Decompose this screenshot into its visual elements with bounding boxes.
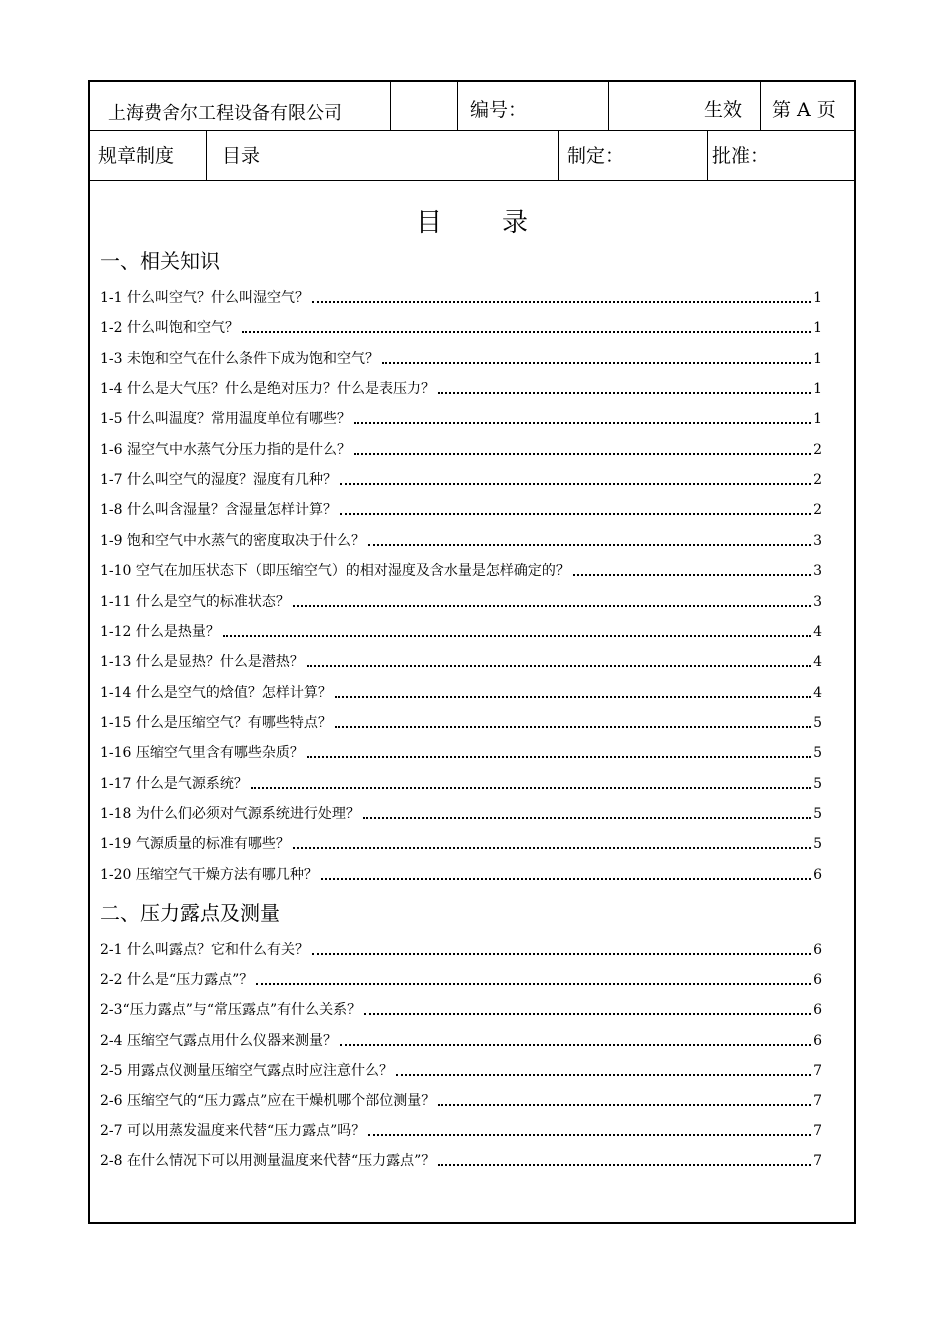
toc-page-number: 5 — [813, 714, 822, 731]
toc-entry-text: 1-5 什么叫温度？常用温度单位有哪些？ — [100, 411, 351, 428]
dot-leader — [321, 878, 811, 880]
toc-page-number: 2 — [813, 472, 822, 489]
dot-leader — [368, 544, 811, 546]
toc-entry-text: 1-20 压缩空气干燥方法有哪几种？ — [100, 866, 318, 883]
toc-entry-text: 1-4 什么是大气压？什么是绝对压力？什么是表压力？ — [100, 381, 435, 398]
toc-entry-text: 2-2 什么是“压力露点”？ — [100, 972, 254, 989]
toc-page-number: 4 — [813, 684, 822, 701]
toc-entry[interactable] — [100, 559, 822, 581]
toc-entry[interactable] — [100, 1119, 822, 1141]
toc-entry-text: 1-19 气源质量的标准有哪些？ — [100, 836, 290, 853]
approved-label: 批准： — [712, 145, 770, 167]
toc-entry[interactable] — [100, 1149, 822, 1171]
toc-entry[interactable] — [100, 468, 822, 490]
toc-entry-text: 1-12 什么是热量？ — [100, 623, 220, 640]
toc-entry-text: 1-3 未饱和空气在什么条件下成为饱和空气？ — [100, 350, 379, 367]
dot-leader — [368, 1134, 811, 1136]
section-heading: 二、压力露点及测量 — [100, 901, 280, 925]
dot-leader — [312, 953, 811, 955]
prepared-label: 制定： — [567, 145, 625, 167]
toc-entry[interactable] — [100, 286, 822, 308]
toc-page-number: 4 — [813, 623, 822, 640]
toc-entry[interactable] — [100, 802, 822, 824]
toc-entry[interactable] — [100, 1089, 822, 1111]
toc-entry-text: 1-15 什么是压缩空气？有哪些特点？ — [100, 714, 332, 731]
dot-leader — [307, 665, 811, 667]
toc-entry-text: 2-4 压缩空气露点用什么仪器来测量？ — [100, 1032, 337, 1049]
toc-entry[interactable] — [100, 590, 822, 612]
toc-entry[interactable] — [100, 968, 822, 990]
toc-page-number: 7 — [813, 1062, 822, 1079]
toc-entry-text: 2-1 什么叫露点？它和什么有关？ — [100, 942, 309, 958]
dot-leader — [307, 756, 811, 758]
toc-entry[interactable] — [100, 863, 822, 885]
dot-leader — [438, 1104, 811, 1106]
toc-entry-text: 1-7 什么叫空气的湿度？湿度有几种？ — [100, 472, 337, 489]
toc-page-number: 7 — [813, 1093, 822, 1109]
toc-entry-text: 2-6 压缩空气的“压力露点”应在干燥机哪个部位测量？ — [100, 1093, 436, 1109]
dot-leader — [256, 983, 811, 985]
toc-page-number: 5 — [813, 745, 822, 762]
section-heading: 一、相关知识 — [100, 249, 220, 273]
dot-leader — [340, 483, 811, 485]
toc-page-number: 6 — [813, 972, 822, 989]
dot-leader — [335, 726, 811, 728]
toc-page-number: 6 — [813, 942, 822, 958]
dot-leader — [354, 453, 811, 455]
toc-entry-text: 1-6 湿空气中水蒸气分压力指的是什么？ — [100, 441, 351, 458]
toc-page-number: 1 — [813, 381, 822, 398]
toc-entry-text: 1-11 什么是空气的标准状态？ — [100, 593, 290, 610]
toc-entry-text: 1-18 为什么们必须对气源系统进行处理？ — [100, 805, 360, 822]
toc-entry-text: 1-8 什么叫含湿量？含湿量怎样计算？ — [100, 502, 337, 519]
toc-page-number: 2 — [813, 502, 822, 519]
toc-page-number: 6 — [813, 1032, 822, 1049]
header-col-divider — [390, 82, 391, 130]
toc-entry[interactable] — [100, 741, 822, 763]
toc-entry[interactable] — [100, 316, 822, 338]
toc-entry[interactable] — [100, 438, 822, 460]
company-name: 上海费舍尔工程设备有限公司 — [108, 103, 342, 124]
dot-leader — [293, 605, 811, 607]
dot-leader — [340, 1044, 811, 1046]
page-label: 第 A 页 — [772, 99, 836, 121]
dot-leader — [364, 1013, 811, 1015]
toc-page-number: 6 — [813, 866, 822, 883]
header-col-divider — [558, 130, 559, 180]
dot-leader — [251, 787, 811, 789]
toc-entry-text: 1-14 什么是空气的焓值？怎样计算？ — [100, 684, 332, 701]
toc-entry-text: 1-13 什么是显热？什么是潜热？ — [100, 654, 304, 671]
toc-page-number: 7 — [813, 1153, 822, 1170]
toc-title: 目录 — [415, 208, 588, 238]
dot-leader — [242, 331, 811, 333]
toc-entry-text: 1-9 饱和空气中水蒸气的密度取决于什么？ — [100, 532, 365, 549]
dot-leader — [354, 422, 811, 424]
toc-entry-text: 1-2 什么叫饱和空气？ — [100, 320, 239, 337]
toc-entry[interactable] — [100, 1059, 822, 1081]
toc-entry[interactable] — [100, 938, 822, 960]
toc-entry-text: 1-16 压缩空气里含有哪些杂质？ — [100, 745, 304, 762]
dot-leader — [438, 392, 811, 394]
toc-page-number: 2 — [813, 441, 822, 458]
toc-page-number: 1 — [813, 350, 822, 367]
dot-leader — [340, 513, 811, 515]
toc-entry-text: 2-7 可以用蒸发温度来代替“压力露点”吗？ — [100, 1123, 366, 1140]
toc-entry[interactable] — [100, 529, 822, 551]
toc-page-number: 1 — [813, 290, 822, 306]
toc-entry-text: 1-10 空气在加压状态下（即压缩空气）的相对湿度及含水量是怎样确定的？ — [100, 563, 570, 580]
dot-leader — [438, 1164, 811, 1166]
toc-page-number: 3 — [813, 532, 822, 549]
toc-entry[interactable] — [100, 772, 822, 794]
toc-page-number: 4 — [813, 654, 822, 671]
header-col-divider — [707, 130, 708, 180]
toc-entry[interactable] — [100, 650, 822, 672]
toc-entry[interactable] — [100, 711, 822, 733]
toc-entry[interactable] — [100, 1029, 822, 1051]
toc-page-number: 5 — [813, 836, 822, 853]
header-col-divider — [608, 82, 609, 130]
header-col-divider — [457, 82, 458, 130]
toc-entry[interactable] — [100, 620, 822, 642]
header-row-divider — [90, 130, 854, 131]
toc-entry-text: 2-3“压力露点”与“常压露点”有什么关系？ — [100, 1002, 362, 1019]
header-col-divider — [206, 130, 207, 180]
toc-entry[interactable] — [100, 681, 822, 703]
toc-entry[interactable] — [100, 377, 822, 399]
dot-leader — [312, 301, 811, 303]
toc-entry[interactable] — [100, 998, 822, 1020]
dot-leader — [382, 362, 811, 364]
toc-page-number: 5 — [813, 805, 822, 822]
toc-page-number: 6 — [813, 1002, 822, 1019]
toc-entry[interactable] — [100, 832, 822, 854]
toc-entry-text: 1-1 什么叫空气？什么叫湿空气？ — [100, 290, 309, 306]
dot-leader — [223, 635, 811, 637]
toc-entry-text: 1-17 什么是气源系统？ — [100, 775, 248, 792]
toc-page-number: 1 — [813, 411, 822, 428]
header-col-divider — [760, 82, 761, 130]
effective-label: 生效 — [704, 99, 743, 121]
toc-page-number: 1 — [813, 320, 822, 337]
dot-leader — [293, 847, 811, 849]
toc-entry-text: 2-5 用露点仪测量压缩空气露点时应注意什么？ — [100, 1062, 393, 1079]
toc-entry[interactable] — [100, 347, 822, 369]
toc-page-number: 3 — [813, 563, 822, 580]
document-name: 目录 — [222, 145, 261, 167]
toc-page-number: 7 — [813, 1123, 822, 1140]
dot-leader — [335, 696, 811, 698]
dot-leader — [573, 574, 811, 576]
toc-entry-text: 2-8 在什么情况下可以用测量温度来代替“压力露点”？ — [100, 1153, 436, 1170]
category-label: 规章制度 — [98, 145, 175, 167]
document-frame — [88, 80, 856, 1224]
toc-page-number: 3 — [813, 593, 822, 610]
toc-entry[interactable] — [100, 407, 822, 429]
header-bottom-divider — [90, 180, 854, 181]
toc-entry[interactable] — [100, 498, 822, 520]
dot-leader — [396, 1074, 811, 1076]
toc-page-number: 5 — [813, 775, 822, 792]
dot-leader — [363, 817, 811, 819]
number-label: 编号： — [470, 99, 528, 121]
